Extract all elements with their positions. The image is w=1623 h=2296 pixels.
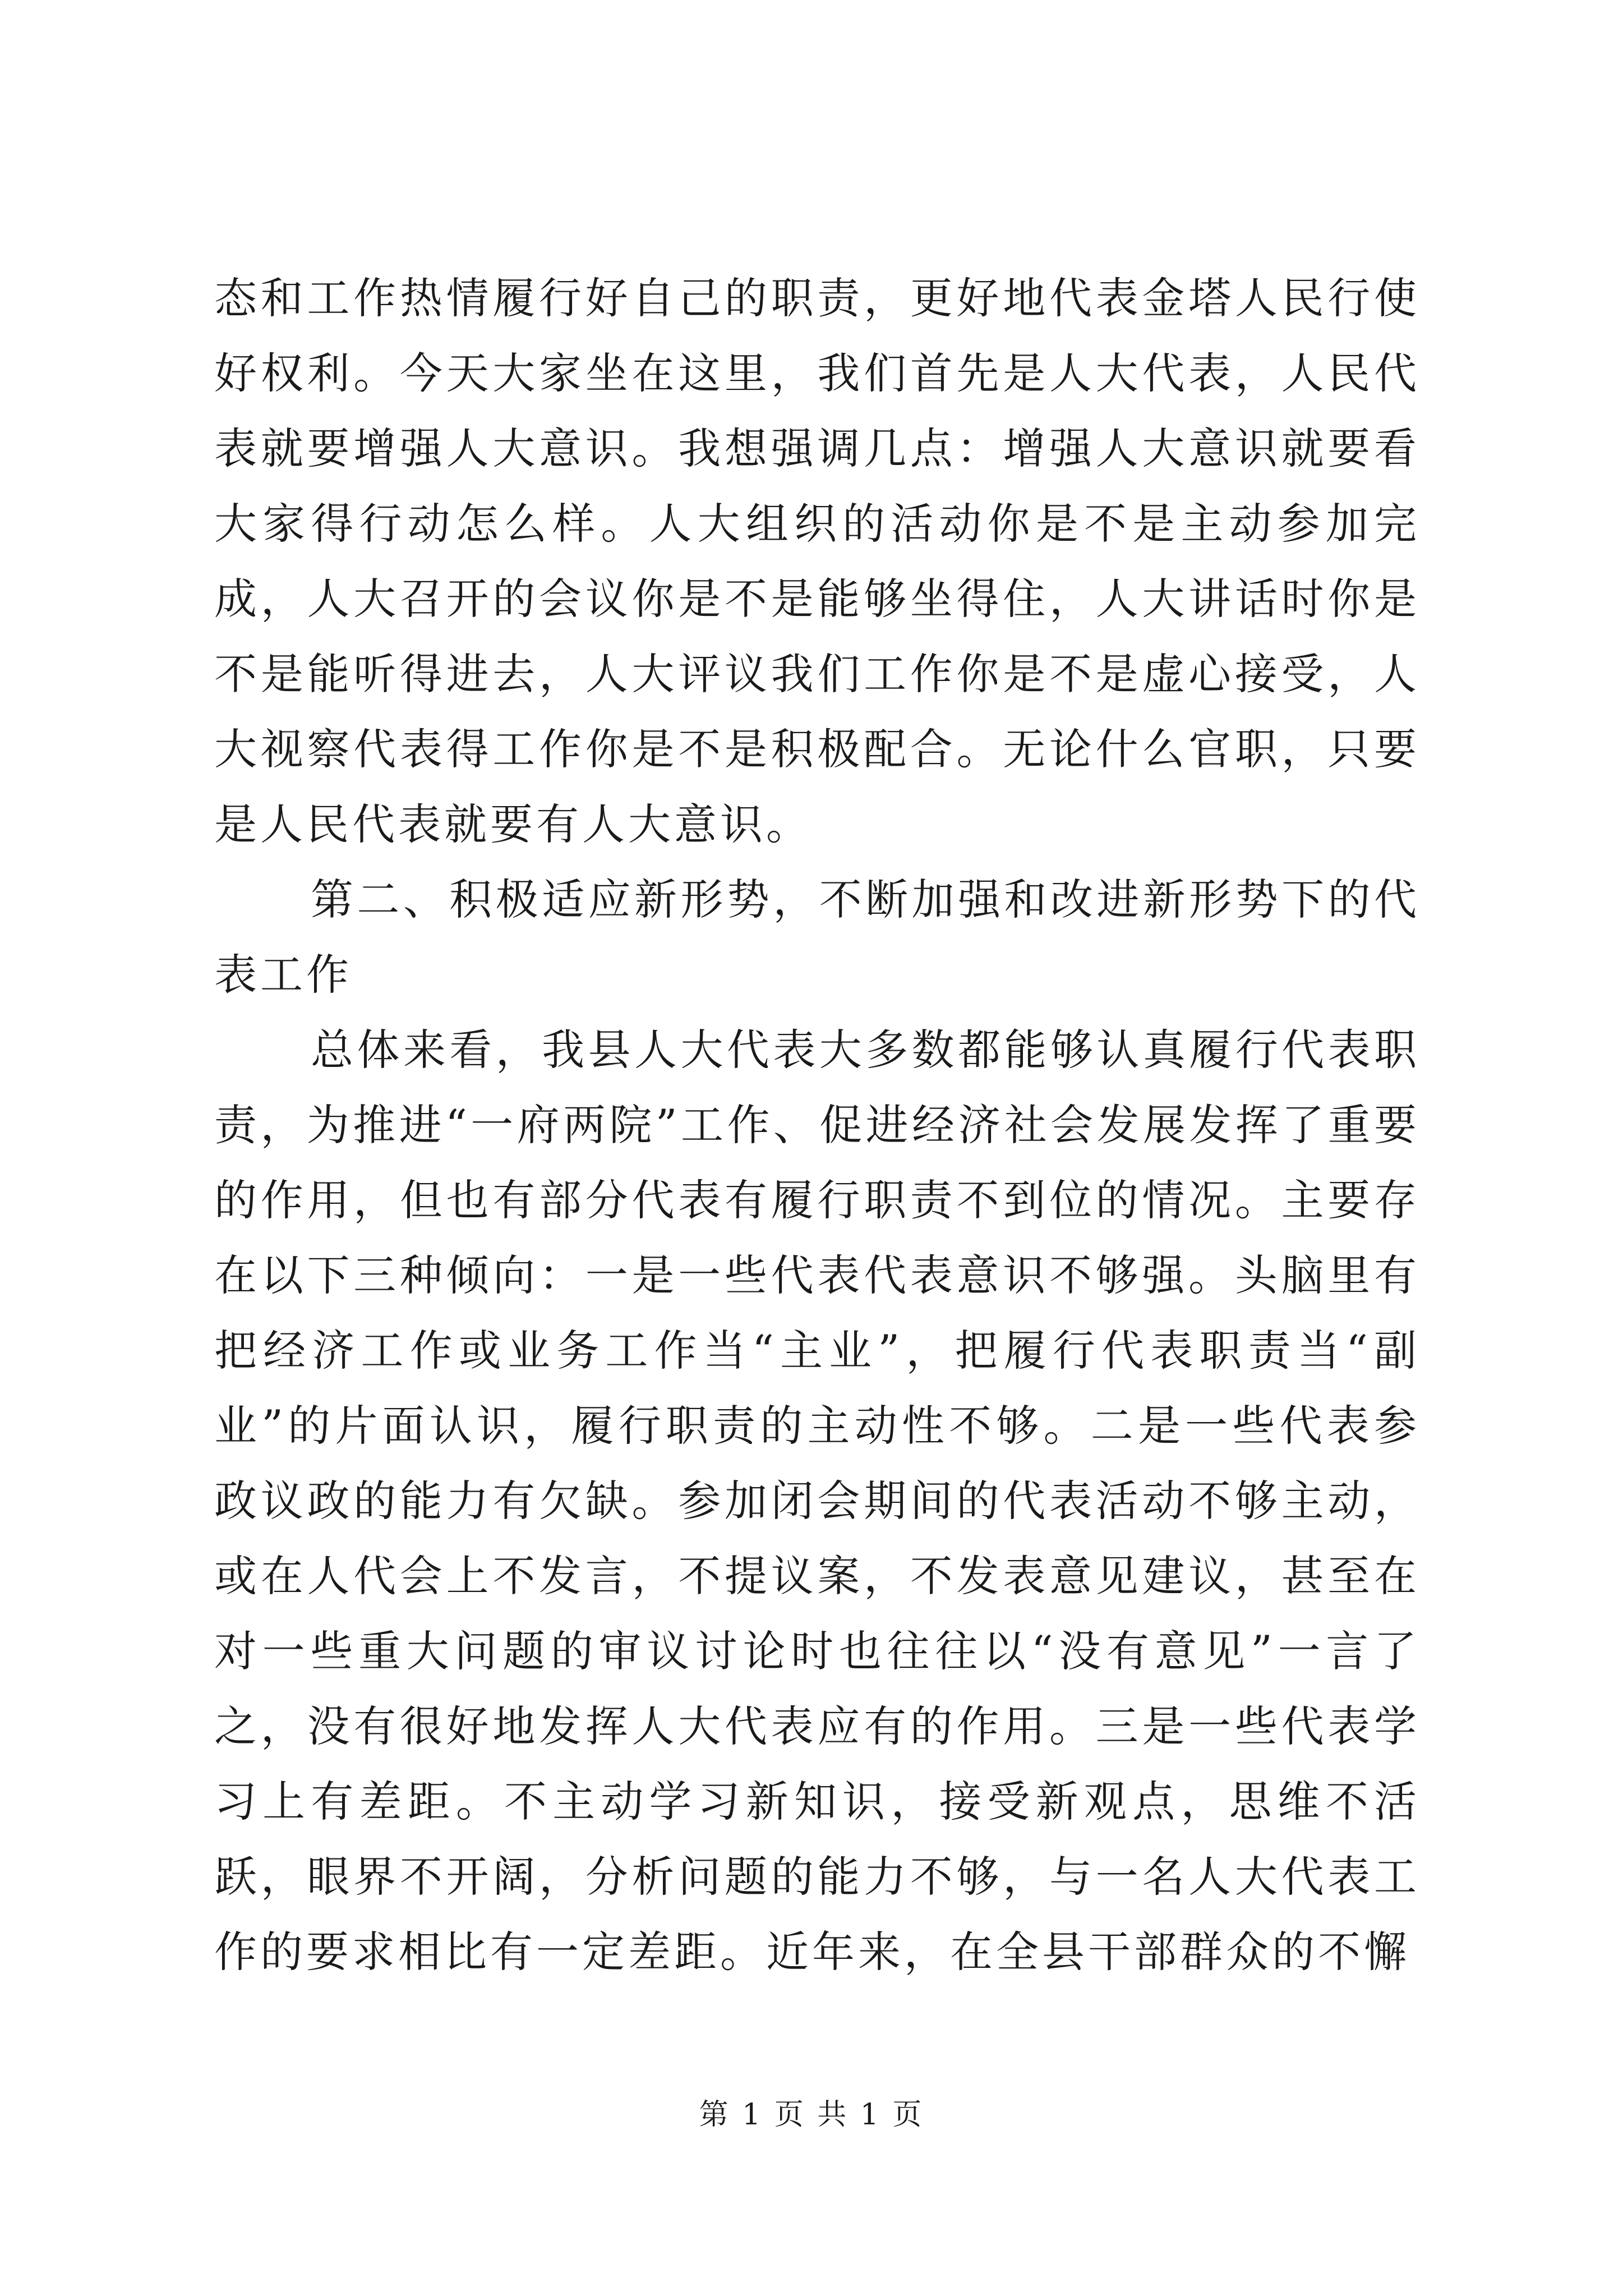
section-heading-2: 第二、积极适应新形势，不断加强和改进新形势下的代表工作 xyxy=(214,875,1420,1000)
page-footer: 第 1 页 共 1 页 xyxy=(699,2098,924,2132)
body-text xyxy=(214,261,1420,1990)
paragraph-3: 总体来看，我县人大代表大多数都能够认真履行代表职责，为推进“一府两院”工作、促进经济社会发展发挥了重要的作用，但也有部分代表有履行职责不到位的情况。主要存在以下三种倾向：一是一些代表代表意识不够强。头脑里有把经济工作或业务工作当“主业”，把履行代表职责当“副业”的片面认识，履行职责的主动性不够。二是一些代表参政议政的能力有欠缺。参加闭会期间的代表活动不够主动，或在人代会上不发言，不提议案，不发表意见建议，甚至在对一些重大问题的审议讨论时也往往以“没有意见”一言了之，没有很好地发挥人大代表应有的作用。三是一些代表学习上有差距。不主动学习新知识，接受新观点，思维不活跃，眼界不开阔，分析问题的能力不够，与一名人大代表工作的要求相比有一定差距。近年来，在全县干部群众的不懈 xyxy=(214,1025,1420,1977)
paragraph-1: 态和工作热情履行好自己的职责，更好地代表金塔人民行使好权利。今天大家坐在这里，我们首先是人大代表，人民代表就要增强人大意识。我想强调几点：增强人大意识就要看大家得行动怎么样。人大组织的活动你是不是主动参加完成，人大召开的会议你是不是能够坐得住，人大讲话时你是不是能听得进去，人大评议我们工作你是不是虚心接受，人大视察代表得工作你是不是积极配合。无论什么官职，只要是人民代表就要有人大意识。 xyxy=(214,273,1420,849)
